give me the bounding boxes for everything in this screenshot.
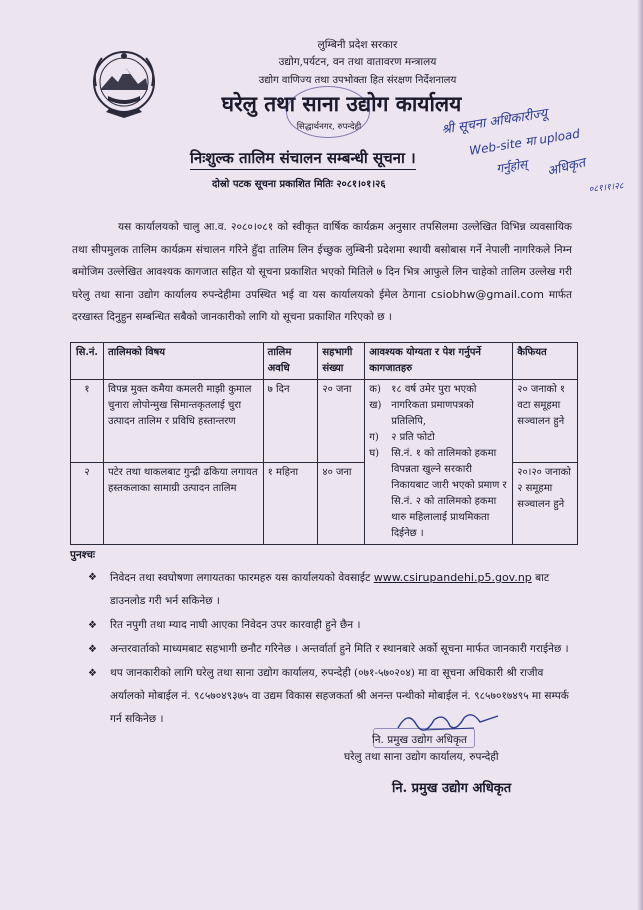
requirement-key: क) — [369, 384, 381, 395]
header-ministry: उद्योग,पर्यटन, वन तथा वातावरण मन्त्रालय — [278, 56, 437, 68]
row1-duration: ७ दिन — [263, 380, 318, 463]
row2-remarks: २०।२० जनाको २ समूहमा सञ्चालन हुने — [513, 462, 578, 545]
note-text: अन्तरवार्ताको माध्यमबाट सहभागी छनौट गरिनेछ । अन्तर्वार्ता हुने मिति र स्थानबारे अर्को सूचना मार्फत जानकारी गराईनेछ । — [110, 643, 569, 655]
row1-remarks: २० जनाको १ वटा समूहमा सञ्चालन हुने — [513, 380, 578, 463]
requirement-item — [369, 398, 508, 430]
signatory-title: नि. प्रमुख उद्योग अधिकृत — [372, 734, 467, 746]
row1-sn: १ — [71, 380, 104, 463]
col-header-sn: सि.नं. — [71, 343, 104, 380]
website-link[interactable]: www.csirupandehi.p5.gov.np — [373, 571, 532, 584]
col-header-requirements: आवश्यक योग्यता र पेश गर्नुपर्ने कागजातहरु — [365, 343, 513, 380]
body-text-end: मार्फत दरखास्त दिनुहुन सम्बन्धित सबैको जानकारीको लागि यो सूचना प्रकाशित गरिएको छ । — [72, 288, 572, 323]
row2-sn: २ — [71, 462, 104, 545]
row1-subject: विपन्न मुक्त कमैया कमलरी माझी कुमाल चुनारा लोपोन्मुख सिमान्तकृतलाई चुरा उत्पादन तालिम र प्रविधि हस्तान्तरण — [103, 380, 263, 463]
row1-participants: २० जना — [318, 380, 365, 463]
col-header-duration: तालिम अवधि — [263, 343, 318, 380]
list-item — [88, 614, 574, 637]
col-header-participants: सहभागी संख्या — [318, 343, 365, 380]
notice-title: निःशुल्क तालिम संचालन सम्बन्धी सूचना । — [190, 148, 416, 170]
notes-label: पुनश्चः — [70, 549, 96, 561]
handwritten-signature: अधिकृत — [545, 155, 587, 180]
page-edge-shadow — [637, 0, 643, 910]
col-header-subject: तालिमको विषय — [103, 343, 263, 380]
requirement-text: नागरिकता प्रमाणपत्रको प्रतिलिपि, — [391, 400, 474, 427]
training-table — [70, 342, 578, 545]
note-text: निवेदन तथा स्वघोषणा लगायतका फारमहरु यस कार्यालयको वेवसाईट — [110, 572, 371, 584]
requirement-text: १८ वर्ष उमेर पुरा भएको — [391, 384, 477, 395]
table-row — [71, 380, 578, 463]
list-item — [88, 566, 574, 613]
email-address: csiobhw@gmail.com — [430, 287, 544, 301]
header-directorate: उद्योग वाणिज्य तथा उपभोक्ता हित संरक्षण निर्देशनालय — [258, 75, 457, 86]
requirement-item — [369, 446, 508, 542]
diamond-bullet-icon: ❖ — [88, 620, 97, 631]
handwritten-note-line2: Web-site मा upload — [468, 126, 581, 158]
requirement-item — [369, 382, 508, 398]
diamond-bullet-icon: ❖ — [88, 572, 97, 583]
diamond-bullet-icon: ❖ — [88, 644, 97, 655]
diamond-bullet-icon: ❖ — [88, 668, 97, 679]
handwritten-note-line3: गर्नुहोस् — [495, 157, 529, 176]
handwritten-note-line1: श्री सूचना अधिकारीज्यू — [440, 106, 549, 138]
col-header-remarks: कैफियत — [513, 343, 578, 380]
signatory-designation: नि. प्रमुख उद्योग अधिकृत — [392, 781, 512, 796]
note-text: रित नपुगी तथा म्याद नाघी आएका निवेदन उपर कारवाही हुने छैन । — [110, 619, 361, 631]
note-text: थप जानकारीको लागि घरेलु तथा साना उद्योग कार्यालय, रुपन्देही (०७१-५७०२०४) मा वा सूचना अधिकारी श्री राजीव अर्यालको मोबाईल नं. ९८५७०४९३७५ वा उद्यम विकास सहजकर्ता श्री अनन्त पन्थीको मोबाईल नं. ९८५७०१७४९५ मा सम्पर्क गर्न सकिनेछ । — [110, 667, 569, 725]
requirement-item — [369, 430, 508, 446]
publish-date-line: दोस्रो पटक सूचना प्रकाशित मितिः २०८१।०१।२६ — [212, 179, 386, 190]
row2-participants: ४० जना — [318, 462, 365, 545]
list-item — [88, 638, 574, 661]
handwritten-date: ०८१।१।२८ — [588, 181, 625, 195]
row2-duration: १ महिना — [263, 462, 318, 545]
requirement-key: ग) — [369, 432, 379, 443]
office-address: सिद्धार्थनगर, रुपन्देही — [296, 122, 362, 132]
row2-subject: पटेर तथा थाकलबाट गुन्द्री ढकिया लगायत हस्तकलाका सामाग्री उत्पादन तालिम — [103, 462, 263, 545]
header-government: लुम्बिनी प्रदेश सरकार — [317, 39, 398, 51]
requirement-key: घ) — [369, 448, 380, 459]
requirement-text: २ प्रति फोटो — [391, 432, 435, 443]
requirements-cell — [365, 380, 513, 545]
note-text: बाट डाउनलोड गरी भर्न सकिनेछ । — [110, 572, 550, 607]
requirement-text: सि.नं. १ को तालिमको हकमा विपन्नता खुल्ने सरकारी निकायबाट जारी भएको प्रमाण र सि.नं. २ को तालिमको हकमा थारु महिलालाई प्राथमिकता दिईनेछ । — [391, 448, 507, 539]
office-title: घरेलु तथा साना उद्योग कार्यालय — [221, 91, 462, 116]
body-text-main: यस कार्यालयको चालु आ.व. २०८०।०८१ को स्वीकृत वार्षिक कार्यक्रम अनुसार तपसिलमा उल्लेखित विभिन्न व्यवसायिक तथा सीपमुलक तालिम कार्यक्रम संचालन गरिने हुँदा तालिम लिन ईच्छुक लुम्बिनी प्रदेशमा स्थायी बसोबास गर्ने नेपाली नागरिकले निम्न बमोजिम उल्लेखित आवश्यक कागजात सहित यो सूचना प्रकाशित भएको मितिले ७ दिन भित्र आफुले लिन चाहेको तालिम उल्लेख गरी घरेलु तथा साना उद्योग कार्यालय रुपन्देहीमा उपस्थित भई वा यस कार्यालयको ईमेल ठेगाना — [72, 221, 572, 301]
notice-body — [72, 216, 572, 329]
requirement-key: ख) — [369, 400, 382, 411]
signatory-office: घरेलु तथा साना उद्योग कार्यालय, रुपन्देही — [344, 751, 499, 763]
table-header-row — [71, 343, 578, 380]
